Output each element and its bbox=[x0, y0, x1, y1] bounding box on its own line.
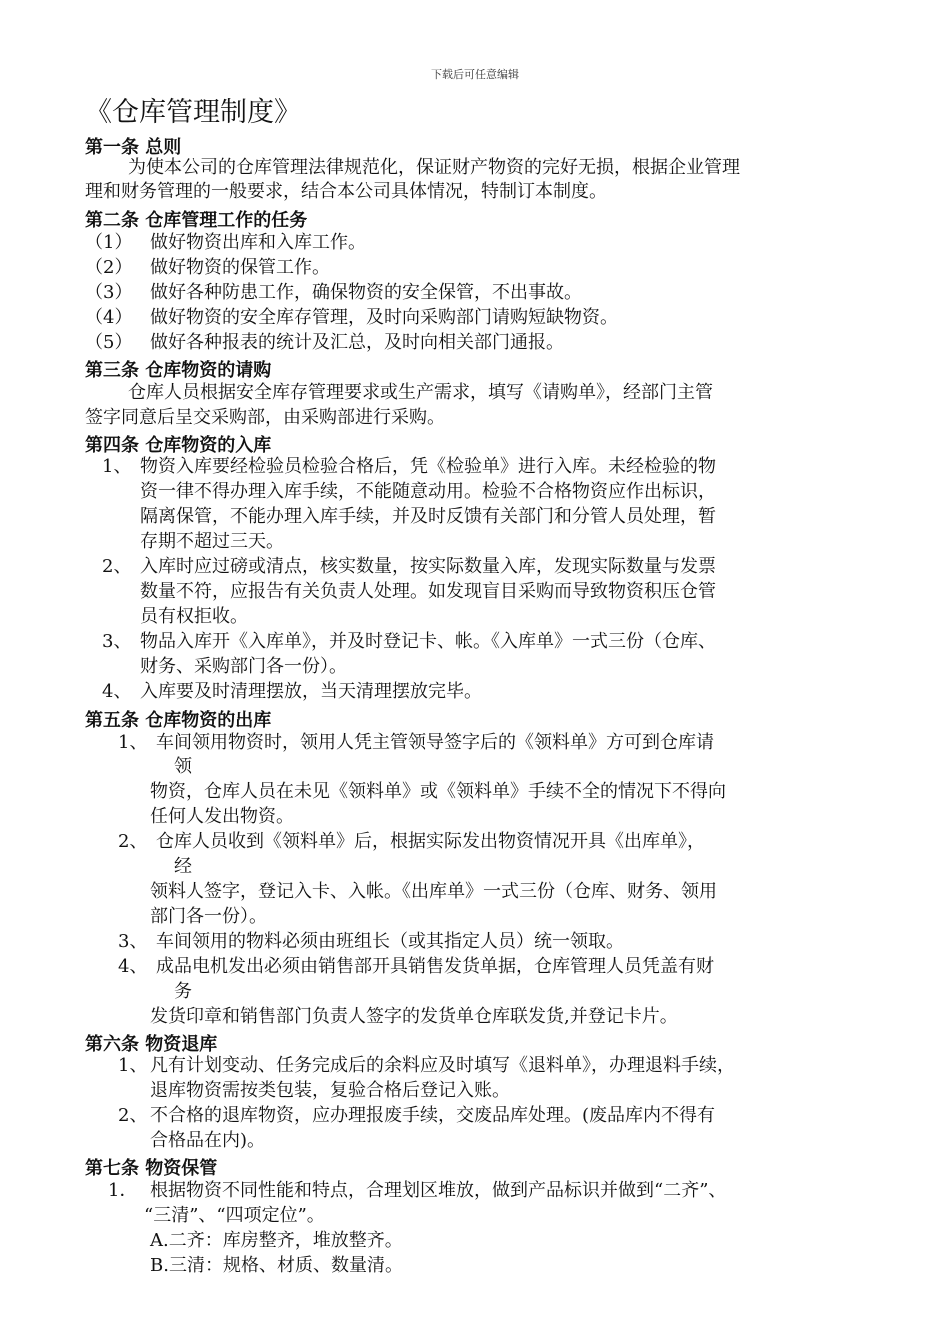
list-item-line: 入库时应过磅或清点，核实数量，按实际数量入库，发现实际数量与发票 bbox=[140, 556, 716, 577]
list-item-line: 部门各一份）。 bbox=[150, 906, 267, 927]
list-item-line: 物资，仓库人员在未见《领料单》或《领料单》手续不全的情况下不得向 bbox=[150, 781, 726, 802]
list-item-number: （2） bbox=[85, 257, 133, 278]
list-item-line: 隔离保管，不能办理入库手续，并及时反馈有关部门和分管人员处理，暂 bbox=[140, 506, 716, 527]
document-title: 《仓库管理制度》 bbox=[85, 97, 301, 128]
section-3-para-line: 仓库人员根据安全库存管理要求或生产需求，填写《请购单》，经部门主管 bbox=[128, 382, 713, 403]
list-item-number: 1． bbox=[108, 1180, 138, 1201]
list-item-line: 员有权拒收。 bbox=[140, 606, 248, 627]
list-item-line: 车间领用的物料必须由班组长（或其指定人员）统一领取。 bbox=[156, 931, 624, 952]
list-item-line: 存期不超过三天。 bbox=[140, 531, 284, 552]
list-item-line: 根据物资不同性能和特点，合理划区堆放，做到产品标识并做到“二齐”、 bbox=[150, 1180, 727, 1201]
list-item-line: 不合格的退库物资，应办理报废手续，交废品库处理。(废品库内不得有 bbox=[150, 1105, 716, 1126]
list-item-number: 3、 bbox=[102, 631, 132, 652]
list-item-line: 发货印章和销售部门负责人签字的发货单仓库联发货,并登记卡片。 bbox=[150, 1006, 678, 1027]
list-item-number: 2、 bbox=[118, 831, 148, 852]
list-item-line: 成品电机发出必须由销售部开具销售发货单据，仓库管理人员凭盖有财 bbox=[156, 956, 714, 977]
list-item-line: 数量不符，应报告有关负责人处理。如发现盲目采购而导致物资积压仓管 bbox=[140, 581, 716, 602]
list-item-number: 3、 bbox=[118, 931, 148, 952]
list-item-line: 领料人签字，登记入卡、入帐。《出库单》一式三份（仓库、财务、领用 bbox=[150, 881, 717, 902]
list-item-text: 做好各种报表的统计及汇总，及时向相关部门通报。 bbox=[150, 332, 564, 353]
list-item-line: 物资入库要经检验员检验合格后，凭《检验单》进行入库。未经检验的物 bbox=[140, 456, 716, 477]
list-item-text: 做好物资出库和入库工作。 bbox=[150, 232, 366, 253]
list-item-line: 物品入库开《入库单》，并及时登记卡、帐。《入库单》一式三份（仓库、 bbox=[140, 631, 716, 652]
section-6-heading: 第六条 物资退库 bbox=[85, 1034, 218, 1055]
list-item-line: 车间领用物资时，领用人凭主管领导签字后的《领料单》方可到仓库请 bbox=[156, 732, 714, 753]
section-3-para-line: 签字同意后呈交采购部，由采购部进行采购。 bbox=[85, 407, 445, 428]
list-item-text: 做好物资的保管工作。 bbox=[150, 257, 330, 278]
list-item-line: 入库要及时清理摆放，当天清理摆放完毕。 bbox=[140, 681, 482, 702]
list-item-number: （1） bbox=[85, 232, 133, 253]
list-item-number: 4、 bbox=[118, 956, 148, 977]
list-item-line: 凡有计划变动、任务完成后的余料应及时填写《退料单》，办理退料手续， bbox=[150, 1055, 735, 1076]
section-5-heading: 第五条 仓库物资的出库 bbox=[85, 710, 272, 731]
list-item-number: （5） bbox=[85, 332, 133, 353]
list-item-line: 合格品在内)。 bbox=[150, 1130, 266, 1151]
list-item-line: 领 bbox=[174, 756, 192, 777]
list-item-text: 做好物资的安全库存管理，及时向采购部门请购短缺物资。 bbox=[150, 307, 618, 328]
list-item-number: 1、 bbox=[102, 456, 132, 477]
section-1-para-line: 理和财务管理的一般要求，结合本公司具体情况，特制订本制度。 bbox=[85, 181, 607, 202]
list-item-line: 资一律不得办理入库手续，不能随意动用。检验不合格物资应作出标识， bbox=[140, 481, 716, 502]
section-4-heading: 第四条 仓库物资的入库 bbox=[85, 435, 272, 456]
list-item-line: 退库物资需按类包装，复验合格后登记入账。 bbox=[150, 1080, 510, 1101]
list-item-line: 任何人发出物资。 bbox=[150, 806, 294, 827]
section-2-heading: 第二条 仓库管理工作的任务 bbox=[85, 210, 308, 231]
list-item-number: （3） bbox=[85, 282, 133, 303]
list-item-line: 财务、采购部门各一份）。 bbox=[140, 656, 347, 677]
list-item-line: “三清”、“四项定位”。 bbox=[144, 1205, 325, 1226]
header-note: 下载后可任意编辑 bbox=[431, 68, 519, 81]
list-item-line: 仓库人员收到《领料单》后，根据实际发出物资情况开具《出库单》， bbox=[156, 831, 705, 852]
list-item-number: 2、 bbox=[102, 556, 132, 577]
list-item-number: 2、 bbox=[118, 1105, 148, 1126]
list-item-number: 4、 bbox=[102, 681, 132, 702]
section-3-heading: 第三条 仓库物资的请购 bbox=[85, 360, 272, 381]
sub-item-line: B.三清：规格、材质、数量清。 bbox=[150, 1255, 403, 1276]
section-1-heading: 第一条 总则 bbox=[85, 137, 182, 158]
list-item-number: 1、 bbox=[118, 1055, 148, 1076]
list-item-number: （4） bbox=[85, 307, 133, 328]
section-1-para-line: 为使本公司的仓库管理法律规范化，保证财产物资的完好无损，根据企业管理 bbox=[128, 157, 740, 178]
sub-item-line: A.二齐：库房整齐，堆放整齐。 bbox=[150, 1230, 403, 1251]
list-item-text: 做好各种防患工作，确保物资的安全保管，不出事故。 bbox=[150, 282, 582, 303]
list-item-line: 务 bbox=[174, 981, 192, 1002]
list-item-line: 经 bbox=[174, 856, 192, 877]
list-item-number: 1、 bbox=[118, 732, 148, 753]
section-7-heading: 第七条 物资保管 bbox=[85, 1158, 218, 1179]
